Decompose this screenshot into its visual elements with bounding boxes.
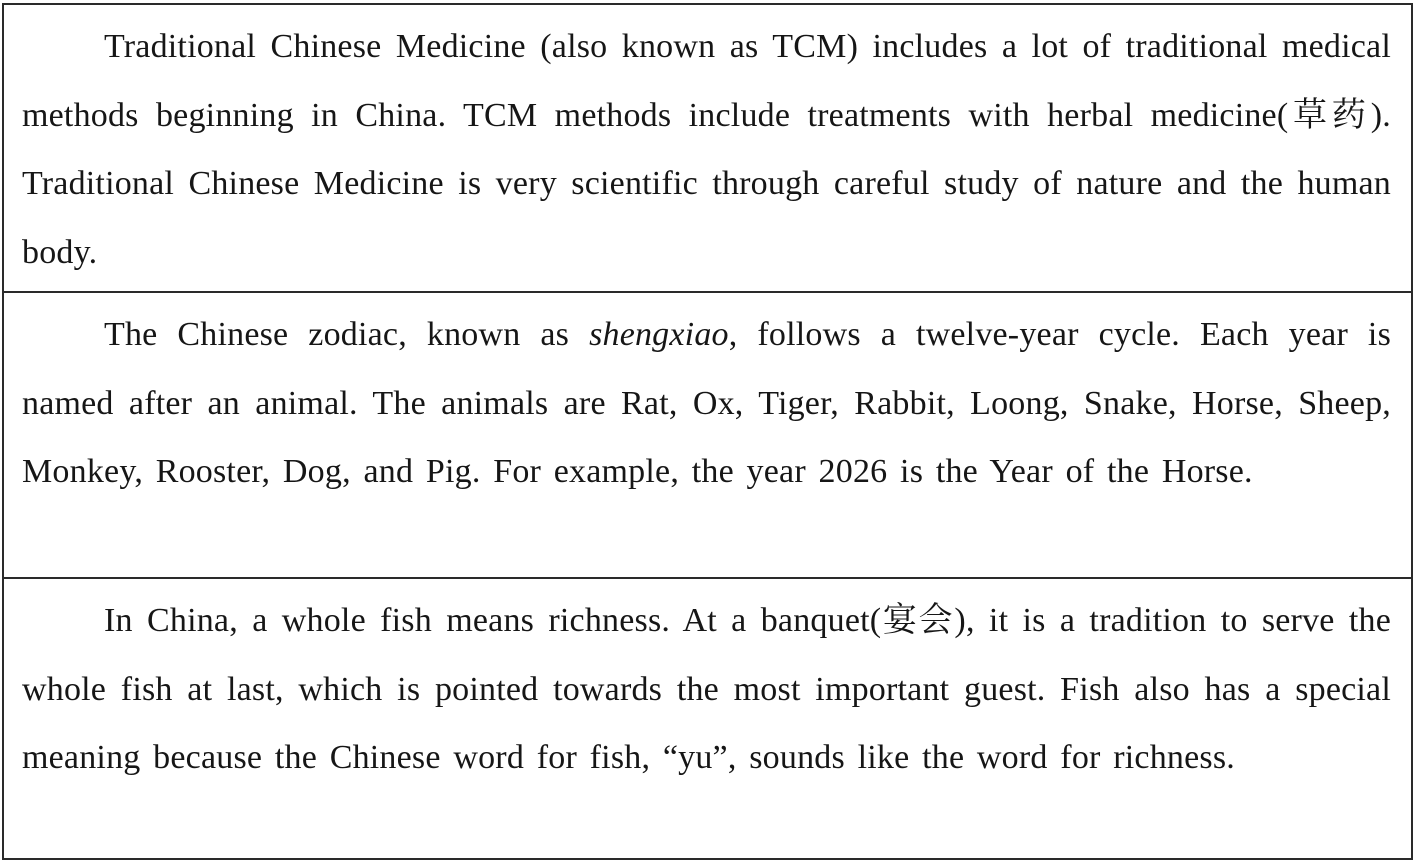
passage-tcm-text: Traditional Chinese Medicine (also known as TCM) includes a lot of traditional medical methods beginning in China. TCM methods include treatments with herbal medicine(草药). Traditional Chinese Medicine is very scientific through careful study of nature and the human body.	[22, 28, 1391, 271]
zodiac-text-intro: The Chinese zodiac, known as	[104, 316, 590, 353]
passage-cell-tcm	[4, 5, 1411, 293]
zodiac-text-rest: , follows a twelve-year cycle. Each year is named after an animal. The animals are Rat, Ox, Tiger, Rabbit, Loong, Snake, Horse, Sheep, Monkey, Rooster, Dog, and Pig. For example, the year 2026 is the Year of the Horse.	[22, 316, 1391, 490]
passage-cell-zodiac	[4, 293, 1411, 579]
zodiac-italic-term: shengxiao	[589, 316, 729, 353]
passage-zodiac-text	[22, 301, 1391, 507]
passage-table	[2, 3, 1413, 860]
passage-cell-fish	[4, 579, 1411, 858]
passage-fish-text: In China, a whole fish means richness. At a banquet(宴会), it is a tradition to serve the whole fish at last, which is pointed towards the most important guest. Fish also has a special meaning because the Chinese word for fish, “yu”, sounds like the word for richness.	[22, 602, 1391, 776]
